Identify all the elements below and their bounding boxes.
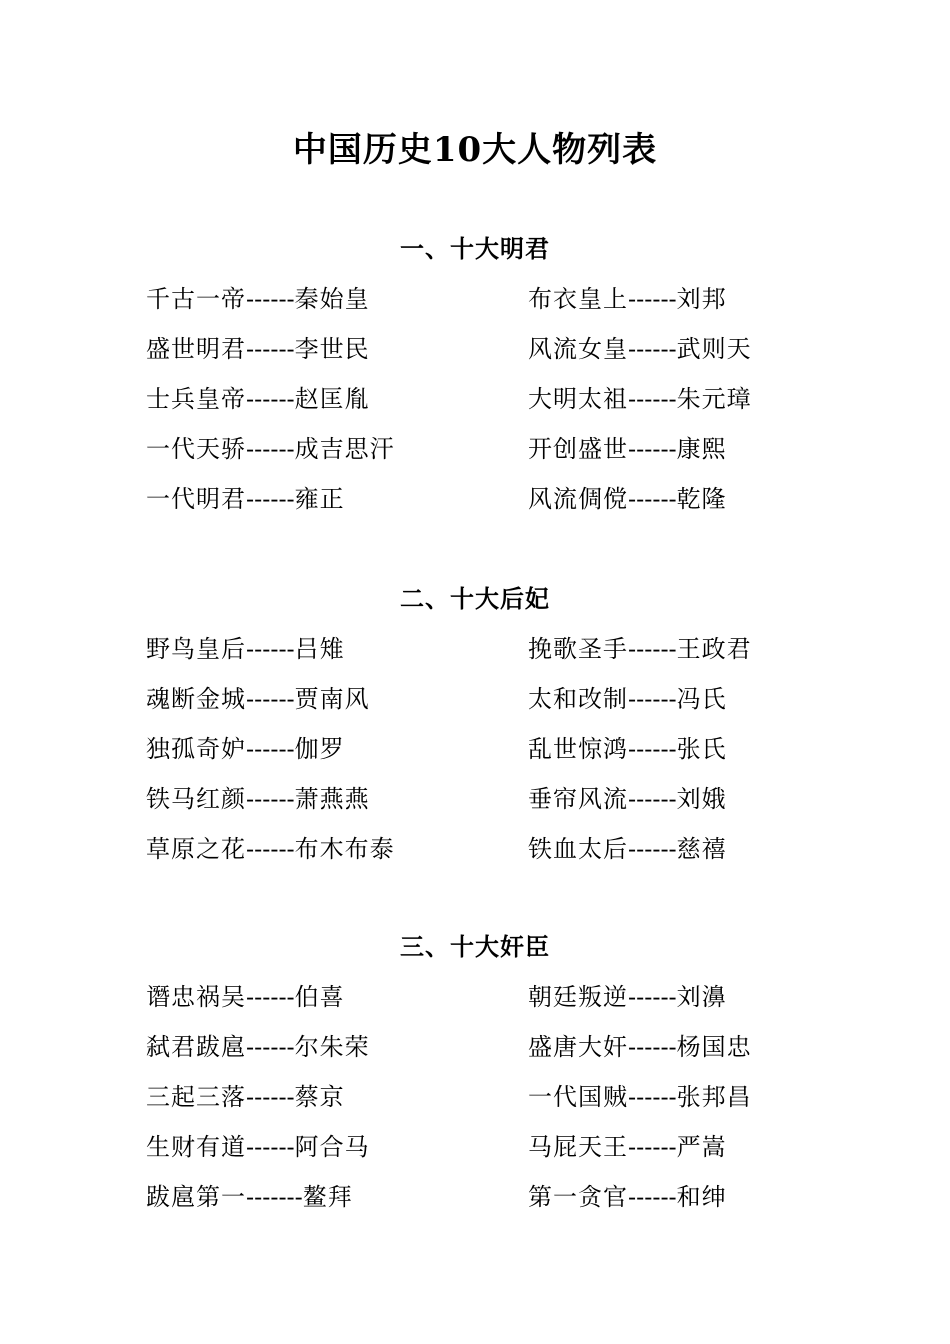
list-item <box>528 832 727 866</box>
list-item <box>146 632 345 666</box>
entry-name: 成吉思汗 <box>294 435 395 463</box>
entry-dash: ------ <box>246 735 295 763</box>
entry-name: 慈禧 <box>676 835 727 863</box>
entry-epithet: 千古一帝 <box>146 285 246 313</box>
entry-dash: ------ <box>628 435 677 463</box>
entry-epithet: 开创盛世 <box>528 435 628 463</box>
entry-name: 刘濞 <box>676 983 727 1011</box>
entry-name: 伯喜 <box>294 983 345 1011</box>
entry-dash: ------ <box>628 485 677 513</box>
entry-epithet: 跋扈第一 <box>146 1183 246 1211</box>
entry-name: 伽罗 <box>294 735 345 763</box>
list-item <box>146 1080 345 1114</box>
entry-epithet: 风流倜傥 <box>528 485 628 513</box>
entry-dash: ------ <box>246 635 295 663</box>
entry-name: 张邦昌 <box>676 1083 752 1111</box>
entry-epithet: 野鸟皇后 <box>146 635 246 663</box>
list-item <box>528 1030 752 1064</box>
section-heading: 三、十大奸臣 <box>400 932 550 961</box>
entry-name: 秦始皇 <box>294 285 370 313</box>
entry-dash: ------ <box>246 335 295 363</box>
section-heading: 二、十大后妃 <box>400 584 550 613</box>
list-item <box>528 1180 727 1214</box>
entry-dash: ------ <box>628 285 677 313</box>
entry-epithet: 乱世惊鸿 <box>528 735 628 763</box>
entry-name: 赵匡胤 <box>294 385 370 413</box>
list-item <box>528 1130 727 1164</box>
entry-epithet: 三起三落 <box>146 1083 246 1111</box>
list-item <box>528 282 727 316</box>
entry-epithet: 一代明君 <box>146 485 246 513</box>
entry-dash: ------ <box>628 335 677 363</box>
list-item <box>146 482 345 516</box>
entry-dash: ------ <box>246 1033 295 1061</box>
entry-dash: ------ <box>628 1183 677 1211</box>
list-item <box>146 282 370 316</box>
entry-dash: ------ <box>628 685 677 713</box>
entry-epithet: 风流女皇 <box>528 335 628 363</box>
list-item <box>146 432 395 466</box>
list-item <box>528 482 727 516</box>
entry-dash: ------ <box>628 1033 677 1061</box>
list-item <box>528 732 727 766</box>
entry-dash: ------ <box>246 1133 295 1161</box>
entry-name: 刘娥 <box>676 785 727 813</box>
entry-epithet: 盛唐大奸 <box>528 1033 628 1061</box>
list-item <box>528 1080 752 1114</box>
list-item <box>528 682 727 716</box>
list-item <box>146 980 345 1014</box>
entry-epithet: 魂断金城 <box>146 685 246 713</box>
list-item <box>146 832 395 866</box>
entry-name: 朱元璋 <box>676 385 752 413</box>
entry-dash: ------ <box>246 485 295 513</box>
entry-name: 蔡京 <box>294 1083 345 1111</box>
entry-name: 贾南风 <box>294 685 370 713</box>
entry-epithet: 第一贪官 <box>528 1183 628 1211</box>
list-item <box>146 732 345 766</box>
entry-dash: ------ <box>628 785 677 813</box>
entry-name: 鳌拜 <box>302 1183 353 1211</box>
list-item <box>146 382 370 416</box>
entry-name: 冯氏 <box>676 685 727 713</box>
entry-epithet: 布衣皇上 <box>528 285 628 313</box>
entry-name: 张氏 <box>676 735 727 763</box>
list-item <box>528 980 727 1014</box>
entry-epithet: 生财有道 <box>146 1133 246 1161</box>
entry-name: 杨国忠 <box>676 1033 752 1061</box>
entry-dash: ------ <box>246 835 295 863</box>
entry-name: 萧燕燕 <box>294 785 370 813</box>
entry-name: 武则天 <box>676 335 752 363</box>
entry-epithet: 弑君跋扈 <box>146 1033 246 1061</box>
list-item <box>528 432 727 466</box>
section-heading: 一、十大明君 <box>400 234 550 263</box>
entry-dash: ------ <box>628 735 677 763</box>
entry-name: 康熙 <box>676 435 727 463</box>
list-item <box>146 682 370 716</box>
list-item <box>146 1180 353 1214</box>
entry-name: 布木布泰 <box>294 835 395 863</box>
entry-dash: ------ <box>246 285 295 313</box>
entry-name: 吕雉 <box>294 635 345 663</box>
entry-dash: ------ <box>628 1133 677 1161</box>
entry-epithet: 一代国贼 <box>528 1083 628 1111</box>
entry-epithet: 挽歌圣手 <box>528 635 628 663</box>
entry-epithet: 盛世明君 <box>146 335 246 363</box>
entry-dash: ------ <box>628 1083 677 1111</box>
entry-epithet: 铁马红颜 <box>146 785 246 813</box>
entry-name: 王政君 <box>676 635 752 663</box>
entry-epithet: 铁血太后 <box>528 835 628 863</box>
entry-dash: ------ <box>628 835 677 863</box>
list-item <box>146 1130 370 1164</box>
entry-dash: ------ <box>628 983 677 1011</box>
entry-dash: ------- <box>246 1183 303 1211</box>
entry-epithet: 大明太祖 <box>528 385 628 413</box>
list-item <box>146 332 370 366</box>
entry-name: 刘邦 <box>676 285 727 313</box>
entry-dash: ------ <box>628 385 677 413</box>
entry-name: 阿合马 <box>294 1133 370 1161</box>
entry-epithet: 太和改制 <box>528 685 628 713</box>
entry-epithet: 朝廷叛逆 <box>528 983 628 1011</box>
entry-dash: ------ <box>628 635 677 663</box>
entry-name: 雍正 <box>294 485 345 513</box>
list-item <box>146 1030 370 1064</box>
entry-dash: ------ <box>246 385 295 413</box>
entry-dash: ------ <box>246 785 295 813</box>
list-item <box>528 382 752 416</box>
list-item <box>528 782 727 816</box>
entry-dash: ------ <box>246 983 295 1011</box>
list-item <box>146 782 370 816</box>
list-item <box>528 332 752 366</box>
entry-name: 和绅 <box>676 1183 727 1211</box>
entry-epithet: 马屁天王 <box>528 1133 628 1161</box>
list-item <box>528 632 752 666</box>
entry-dash: ------ <box>246 685 295 713</box>
entry-dash: ------ <box>246 1083 295 1111</box>
entry-dash: ------ <box>246 435 295 463</box>
entry-name: 李世民 <box>294 335 370 363</box>
entry-epithet: 一代天骄 <box>146 435 246 463</box>
entry-name: 乾隆 <box>676 485 727 513</box>
entry-name: 严嵩 <box>676 1133 727 1161</box>
entry-epithet: 垂帘风流 <box>528 785 628 813</box>
entry-name: 尔朱荣 <box>294 1033 370 1061</box>
entry-epithet: 谮忠祸吴 <box>146 983 246 1011</box>
document-title: 中国历史10大人物列表 <box>292 130 658 170</box>
entry-epithet: 独孤奇妒 <box>146 735 246 763</box>
entry-epithet: 士兵皇帝 <box>146 385 246 413</box>
entry-epithet: 草原之花 <box>146 835 246 863</box>
